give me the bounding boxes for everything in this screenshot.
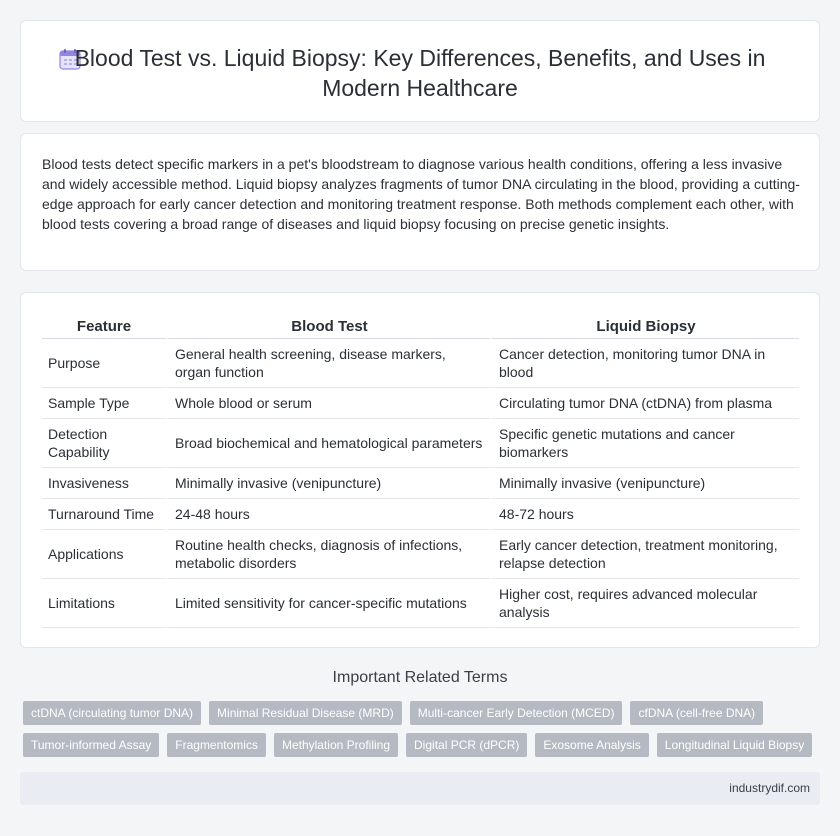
feature-cell: Applications — [42, 530, 166, 579]
tag-digital-pcr[interactable]: Digital PCR (dPCR) — [406, 733, 527, 757]
table-row — [42, 499, 799, 530]
liquid-biopsy-cell: Early cancer detection, treatment monitoring, relapse detection — [490, 530, 799, 579]
liquid-biopsy-cell: Higher cost, requires advanced molecular analysis — [490, 579, 799, 628]
tag-fragmentomics[interactable]: Fragmentomics — [167, 733, 266, 757]
feature-cell: Purpose — [42, 339, 166, 388]
tag-row — [23, 701, 823, 725]
related-terms-title: Important Related Terms — [332, 669, 508, 686]
tag-longitudinal-liquid-biopsy[interactable]: Longitudinal Liquid Biopsy — [657, 733, 812, 757]
blood-test-cell: Whole blood or serum — [166, 388, 490, 419]
feature-cell: Detection Capability — [42, 419, 166, 468]
comparison-card — [20, 292, 820, 648]
tag-exosome-analysis[interactable]: Exosome Analysis — [535, 733, 648, 757]
blood-test-cell: General health screening, disease markers, organ function — [166, 339, 490, 388]
table-row — [42, 388, 799, 419]
intro-paragraph: Blood tests detect specific markers in a pet's bloodstream to diagnose various health conditions, offering a less invasive and widely accessible method. Liquid biopsy analyzes fragments of tumor DNA circulating in the blood, providing a cutting-edge approach for early cancer detection and monitoring treatment response. Both methods complement each other, with blood tests covering a broad range of diseases and liquid biopsy focusing on precise genetic insights. — [42, 156, 800, 232]
header-liquid-biopsy: Liquid Biopsy — [490, 314, 799, 339]
liquid-biopsy-cell: 48-72 hours — [490, 499, 799, 530]
table-row — [42, 419, 799, 468]
feature-cell: Sample Type — [42, 388, 166, 419]
table-row — [42, 530, 799, 579]
tag-tumor-informed-assay[interactable]: Tumor-informed Assay — [23, 733, 159, 757]
blood-test-cell: 24-48 hours — [166, 499, 490, 530]
comparison-table — [42, 314, 799, 628]
feature-cell: Invasiveness — [42, 468, 166, 499]
footer-site-link[interactable]: industrydif.com — [729, 781, 810, 795]
blood-test-cell: Broad biochemical and hematological parameters — [166, 419, 490, 468]
table-row — [42, 339, 799, 388]
liquid-biopsy-cell: Minimally invasive (venipuncture) — [490, 468, 799, 499]
footer — [20, 772, 820, 805]
tag-mced[interactable]: Multi-cancer Early Detection (MCED) — [410, 701, 623, 725]
tag-cfdna[interactable]: cfDNA (cell-free DNA) — [630, 701, 763, 725]
table-row — [42, 579, 799, 628]
related-terms-tags — [23, 701, 823, 765]
intro-card — [20, 133, 820, 271]
liquid-biopsy-cell: Specific genetic mutations and cancer biomarkers — [490, 419, 799, 468]
header-card — [20, 20, 820, 122]
page-title: Blood Test vs. Liquid Biopsy: Key Differences, Benefits, and Uses in Modern Healthcare — [74, 45, 766, 101]
blood-test-cell: Routine health checks, diagnosis of infections, metabolic disorders — [166, 530, 490, 579]
tag-mrd[interactable]: Minimal Residual Disease (MRD) — [209, 701, 402, 725]
blood-test-cell: Minimally invasive (venipuncture) — [166, 468, 490, 499]
tag-row — [23, 733, 823, 757]
header-feature: Feature — [42, 314, 166, 339]
liquid-biopsy-cell: Circulating tumor DNA (ctDNA) from plasma — [490, 388, 799, 419]
header-blood-test: Blood Test — [166, 314, 490, 339]
feature-cell: Limitations — [42, 579, 166, 628]
blood-test-cell: Limited sensitivity for cancer-specific mutations — [166, 579, 490, 628]
tag-ctdna[interactable]: ctDNA (circulating tumor DNA) — [23, 701, 201, 725]
table-row — [42, 468, 799, 499]
table-header-row — [42, 314, 799, 339]
liquid-biopsy-cell: Cancer detection, monitoring tumor DNA in blood — [490, 339, 799, 388]
feature-cell: Turnaround Time — [42, 499, 166, 530]
tag-methylation-profiling[interactable]: Methylation Profiling — [274, 733, 398, 757]
